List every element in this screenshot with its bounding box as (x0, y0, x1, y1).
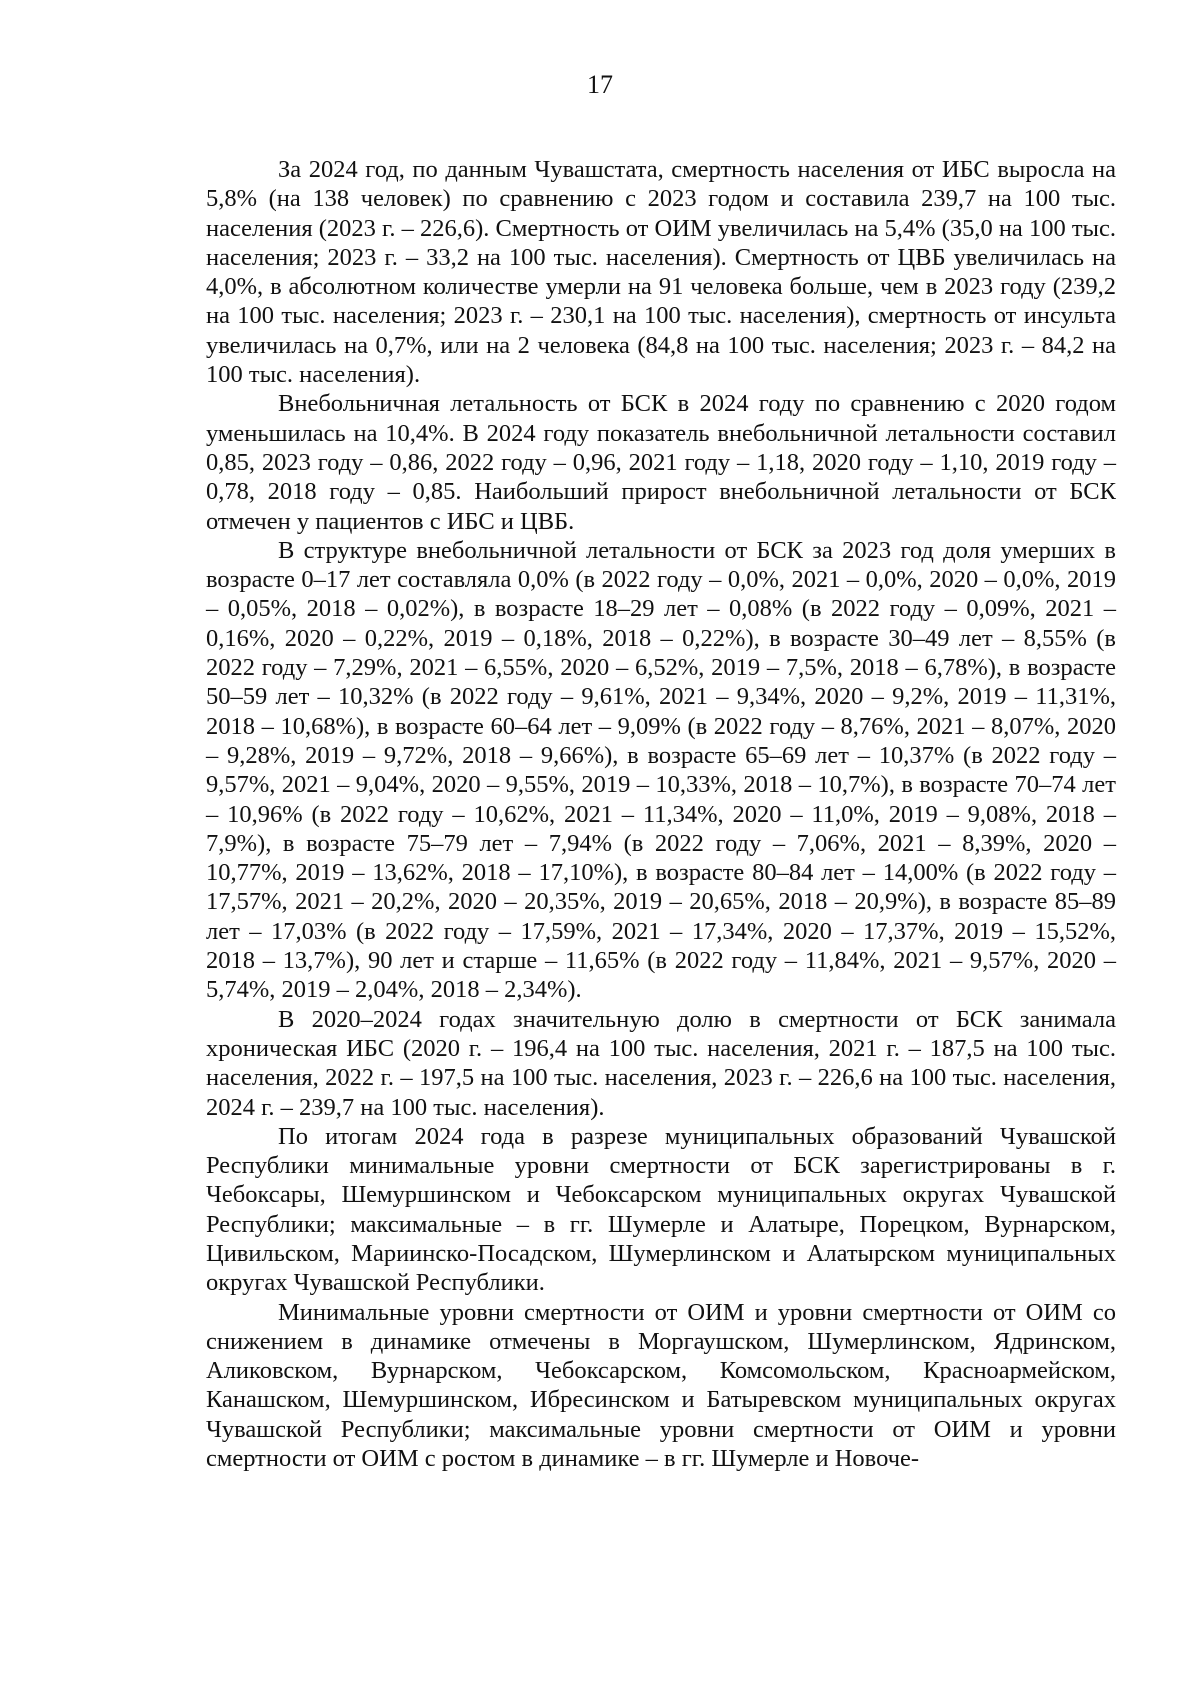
paragraph-lethality-age-structure: В структуре внебольничной летальности от БСК за 2023 год доля умерших в возрасте 0–17 лет составляла 0,0% (в 2022 году – 0,0%, 2021 – 0,0%, 2020 – 0,0%, 2019 – 0,05%, 2018 – 0,02%), в возрасте 18–29 лет – 0,08% (в 2022 году – 0,09%, 2021 – 0,16%, 2020 – 0,22%, 2019 – 0,18%, 2018 – 0,22%), в возрасте 30–49 лет – 8,55% (в 2022 году – 7,29%, 2021 – 6,55%, 2020 – 6,52%, 2019 – 7,5%, 2018 – 6,78%), в возрасте 50–59 лет – 10,32% (в 2022 году – 9,61%, 2021 – 9,34%, 2020 – 9,2%, 2019 – 11,31%, 2018 – 10,68%), в возрасте 60–64 лет – 9,09% (в 2022 году – 8,76%, 2021 – 8,07%, 2020 – 9,28%, 2019 – 9,72%, 2018 – 9,66%), в возрасте 65–69 лет – 10,37% (в 2022 году – 9,57%, 2021 – 9,04%, 2020 – 9,55%, 2019 – 10,33%, 2018 – 10,7%), в возрасте 70–74 лет – 10,96% (в 2022 году – 10,62%, 2021 – 11,34%, 2020 – 11,0%, 2019 – 9,08%, 2018 – 7,9%), в возрасте 75–79 лет – 7,94% (в 2022 году – 7,06%, 2021 – 8,39%, 2020 – 10,77%, 2019 – 13,62%, 2018 – 17,10%), в возрасте 80–84 лет – 14,00% (в 2022 году – 17,57%, 2021 – 20,2%, 2020 – 20,35%, 2019 – 20,65%, 2018 – 20,9%), в возрасте 85–89 лет – 17,03% (в 2022 году – 17,59%, 2021 – 17,34%, 2020 – 17,37%, 2019 – 15,52%, 2018 – 13,7%), 90 лет и старше – 11,65% (в 2022 году – 11,84%, 2021 – 9,57%, 2020 – 5,74%, 2019 – 2,04%, 2018 – 2,34%). (206, 536, 1116, 1004)
page-number: 17 (587, 70, 613, 99)
paragraph-ibs-mortality: За 2024 год, по данным Чувашстата, смертность населения от ИБС выросла на 5,8% (на 138 человек) по сравнению с 2023 годом и составила 239,7 на 100 тыс. населения (2023 г. – 226,6). Смертность от ОИМ увеличилась на 5,4% (35,0 на 100 тыс. населения; 2023 г. – 33,2 на 100 тыс. населения). Смертность от ЦВБ увеличилась на 4,0%, в абсолютном количестве умерли на 91 человека больше, чем в 2023 году (239,2 на 100 тыс. населения; 2023 г. – 230,1 на 100 тыс. населения), смертность от инсульта увеличилась на 0,7%, или на 2 человека (84,8 на 100 тыс. населения; 2023 г. – 84,2 на 100 тыс. населения). (206, 156, 1116, 389)
paragraph-chronic-ibs: В 2020–2024 годах значительную долю в смертности от БСК занимала хроническая ИБС (2020 г. – 196,4 на 100 тыс. населения, 2021 г. – 187,5 на 100 тыс. населения, 2022 г. – 197,5 на 100 тыс. населения, 2023 г. – 226,6 на 100 тыс. населения, 2024 г. – 239,7 на 100 тыс. населения). (206, 1005, 1116, 1121)
body-text (206, 155, 1116, 1473)
paragraph-out-of-hospital-lethality: Внебольничная летальность от БСК в 2024 году по сравнению с 2020 годом уменьшилась на 10,4%. В 2024 году показатель внебольничной летальности составил 0,85, 2023 году – 0,86, 2022 году – 0,96, 2021 году – 1,18, 2020 году – 1,10, 2019 году – 0,78, 2018 году – 0,85. Наибольший прирост внебольничной летальности от БСК отмечен у пациентов с ИБС и ЦВБ. (206, 390, 1116, 535)
paragraph-municipal-oim: Минимальные уровни смертности от ОИМ и уровни смертности от ОИМ со снижением в динамике отмечены в Моргаушском, Шумерлинском, Ядринском, Аликовском, Вурнарском, Чебоксарском, Комсомольском, Красноармейском, Канашском, Шемуршинском, Ибресинском и Батыревском муниципальных округах Чувашской Республики; максимальные уровни смертности от ОИМ и уровни смертности от ОИМ с ростом в динамике – в гг. Шумерле и Новоче- (206, 1298, 1116, 1473)
paragraph-municipal-bsk: По итогам 2024 года в разрезе муниципальных образований Чувашской Республики минимальные уровни смертности от БСК зарегистрированы в г. Чебоксары, Шемуршинском и Чебоксарском муниципальных округах Чувашской Республики; максимальные – в гг. Шумерле и Алатыре, Порецком, Вурнарском, Цивильском, Мариинско-Посадском, Шумерлинском и Алатырском муниципальных округах Чувашской Республики. (206, 1122, 1116, 1297)
